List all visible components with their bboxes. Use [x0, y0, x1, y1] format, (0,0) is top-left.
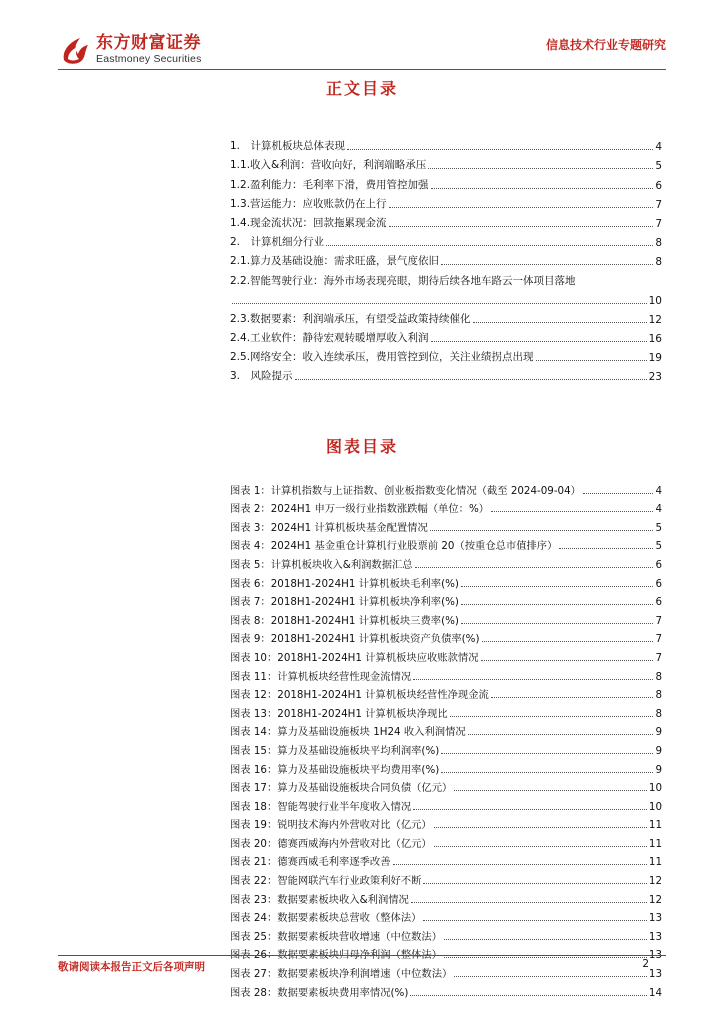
logo-chinese-name: 东方财富证券: [96, 32, 201, 53]
figure-item[interactable]: [230, 757, 662, 776]
dot-leader: [430, 530, 654, 531]
dot-leader: [450, 716, 654, 717]
figure-item-page: 5: [655, 521, 662, 534]
figure-item-page: 11: [648, 856, 662, 869]
toc-item-label: 2.5.网络安全：收入连续承压，费用管控到位，关注业绩拐点出现: [230, 351, 534, 364]
dot-leader: [232, 303, 647, 304]
figure-item-page: 11: [648, 819, 662, 832]
figure-item-page: 4: [655, 484, 662, 497]
footer-divider: [58, 955, 666, 956]
figure-item-page: 9: [655, 726, 662, 739]
figure-item-label: 图表 15：算力及基础设施板块平均利润率(%): [230, 744, 440, 757]
figure-item[interactable]: [230, 608, 662, 627]
figure-item-page: 11: [648, 837, 662, 850]
toc-item-continuation: [230, 288, 662, 307]
figure-item-page: 8: [655, 707, 662, 720]
dot-leader: [423, 883, 646, 884]
header-divider: [58, 69, 666, 70]
figure-item-label: 图表 16：算力及基础设施板块平均费用率(%): [230, 763, 440, 776]
figure-item-label: 图表 20：德赛西威海内外营收对比（亿元）: [230, 837, 432, 850]
toc-item[interactable]: [230, 345, 662, 364]
figure-item-label: 图表 1：计算机指数与上证指数、创业板指数变化情况（截至 2024-09-04）: [230, 484, 581, 497]
toc-item[interactable]: [230, 211, 662, 230]
dot-leader: [454, 790, 647, 791]
figure-item[interactable]: [230, 683, 662, 702]
toc-item-page: 10: [648, 294, 662, 307]
dot-leader: [410, 995, 647, 996]
table-of-contents: [230, 134, 662, 383]
dot-leader: [481, 660, 654, 661]
figure-item-page: 7: [655, 633, 662, 646]
figure-item-page: 13: [648, 968, 662, 981]
figure-item-label: 图表 7：2018H1-2024H1 计算机板块净利率(%): [230, 596, 459, 609]
toc-item[interactable]: [230, 268, 662, 287]
toc-item-label: 1.4.现金流状况：回款拖累现金流: [230, 216, 387, 229]
toc-item-page: 23: [648, 371, 662, 384]
figure-item-page: 6: [655, 577, 662, 590]
dot-leader: [393, 864, 647, 865]
figure-item-label: 图表 3：2024H1 计算机板块基金配置情况: [230, 521, 428, 534]
toc-item-label: 1. 计算机板块总体表现: [230, 140, 346, 153]
figure-item-label: 图表 11：计算机板块经营性现金流情况: [230, 670, 412, 683]
figure-item-page: 9: [655, 744, 662, 757]
dot-leader: [326, 245, 653, 246]
dot-leader: [389, 226, 654, 227]
figure-item[interactable]: [230, 943, 662, 962]
figure-item-label: 图表 23：数据要素板块收入&利润情况: [230, 893, 409, 906]
figure-item-page: 6: [655, 558, 662, 571]
toc-item-page: 12: [648, 313, 662, 326]
dot-leader: [461, 604, 654, 605]
dot-leader: [441, 753, 653, 754]
figure-item[interactable]: [230, 961, 662, 980]
figure-item-page: 8: [655, 670, 662, 683]
figure-item-label: 图表 25：数据要素板块营收增速（中位数法）: [230, 930, 443, 943]
figure-item-page: 14: [648, 986, 662, 999]
company-logo: [58, 32, 202, 66]
figure-item[interactable]: [230, 831, 662, 850]
figure-item[interactable]: [230, 980, 662, 999]
figure-item-label: 图表 6：2018H1-2024H1 计算机板块毛利率(%): [230, 577, 459, 590]
figure-item-label: 图表 19：锐明技术海内外营收对比（亿元）: [230, 819, 432, 832]
toc-item-page: 7: [655, 217, 662, 230]
figure-item-page: 12: [648, 875, 662, 888]
toc-item-page: 19: [648, 352, 662, 365]
toc-item-label: 1.3.营运能力：应收账款仍在上行: [230, 197, 387, 210]
toc-item-label: 1.2.盈利能力：毛利率下滑，费用管控加强: [230, 178, 429, 191]
figure-item-page: 10: [648, 782, 662, 795]
logo-english-name: Eastmoney Securities: [96, 52, 202, 65]
disclaimer-note: 敬请阅读本报告正文后各项声明: [58, 961, 205, 973]
toc-item-label: 1.1.收入&利润：营收向好，利润端略承压: [230, 159, 427, 172]
dot-leader: [482, 641, 654, 642]
figure-list: [230, 478, 662, 999]
figure-item[interactable]: [230, 590, 662, 609]
dot-leader: [461, 586, 654, 587]
dot-leader: [468, 734, 654, 735]
figure-item[interactable]: [230, 515, 662, 534]
dot-leader: [428, 168, 653, 169]
figure-item[interactable]: [230, 868, 662, 887]
dot-leader: [411, 902, 647, 903]
figure-item[interactable]: [230, 478, 662, 497]
toc-item[interactable]: [230, 230, 662, 249]
figure-item[interactable]: [230, 813, 662, 832]
dot-leader: [461, 623, 654, 624]
figure-item[interactable]: [230, 645, 662, 664]
toc-item-page: 16: [648, 333, 662, 346]
dot-leader: [444, 957, 647, 958]
toc-item-page: 5: [655, 160, 662, 173]
figure-item-label: 图表 14：算力及基础设施板块 1H24 收入利润情况: [230, 726, 466, 739]
toc-item-label: 3. 风险提示: [230, 370, 293, 383]
report-type-label: 信息技术行业专题研究: [545, 38, 666, 52]
dot-leader: [415, 567, 654, 568]
toc-item[interactable]: [230, 307, 662, 326]
toc-item-page: 8: [655, 256, 662, 269]
figure-list-title: 图表目录: [325, 437, 398, 456]
figure-item-page: 7: [655, 614, 662, 627]
dot-leader: [434, 827, 647, 828]
figure-item-page: 10: [648, 800, 662, 813]
figure-item-label: 图表 26：数据要素板块归母净利润（整体法）: [230, 949, 443, 962]
figure-item-label: 图表 28：数据要素板块费用率情况(%): [230, 986, 409, 999]
page-header: [0, 0, 724, 76]
figure-item-label: 图表 4：2024H1 基金重仓计算机行业股票前 20（按重仓总市值排序）: [230, 540, 558, 553]
figure-item-label: 图表 21：德赛西威毛利率逐季改善: [230, 856, 391, 869]
figure-item[interactable]: [230, 552, 662, 571]
figure-item-label: 图表 2：2024H1 申万一级行业指数涨跌幅（单位：%）: [230, 503, 490, 516]
dot-leader: [441, 772, 653, 773]
toc-item[interactable]: [230, 249, 662, 268]
dot-leader: [431, 188, 654, 189]
figure-item-page: 13: [648, 949, 662, 962]
figure-item-page: 13: [648, 930, 662, 943]
figure-item[interactable]: [230, 627, 662, 646]
figure-item-label: 图表 17：算力及基础设施板块合同负债（亿元）: [230, 782, 453, 795]
figure-item-page: 13: [648, 912, 662, 925]
toc-item-page: 4: [655, 141, 662, 154]
figure-item[interactable]: [230, 571, 662, 590]
toc-item[interactable]: [230, 192, 662, 211]
logo-flame-icon: [58, 32, 92, 66]
dot-leader: [491, 511, 653, 512]
figure-item-label: 图表 27：数据要素板块净利润增速（中位数法）: [230, 968, 453, 981]
toc-item-page: 7: [655, 198, 662, 211]
figure-item[interactable]: [230, 664, 662, 683]
dot-leader: [491, 697, 654, 698]
figure-item[interactable]: [230, 794, 662, 813]
figure-item-page: 7: [655, 651, 662, 664]
dot-leader: [295, 379, 647, 380]
dot-leader: [583, 493, 653, 494]
dot-leader: [413, 679, 653, 680]
figure-item-page: 6: [655, 596, 662, 609]
figure-item[interactable]: [230, 776, 662, 795]
figure-item[interactable]: [230, 720, 662, 739]
dot-leader: [413, 809, 647, 810]
figure-item-label: 图表 5：计算机板块收入&利润数据汇总: [230, 558, 413, 571]
toc-item-label: 2.2.智能驾驶行业：海外市场表现亮眼，期待后续各地车路云一体项目落地: [230, 274, 576, 287]
toc-item[interactable]: [230, 153, 662, 172]
figure-item-page: 4: [655, 503, 662, 516]
toc-item-label: 2.3.数据要素：利润端承压，有望受益政策持续催化: [230, 312, 471, 325]
dot-leader: [441, 264, 653, 265]
dot-leader: [423, 920, 646, 921]
figure-item-label: 图表 10：2018H1-2024H1 计算机板块应收账款情况: [230, 651, 479, 664]
figure-item[interactable]: [230, 497, 662, 516]
figure-item-label: 图表 24：数据要素板块总营收（整体法）: [230, 912, 422, 925]
figure-item[interactable]: [230, 850, 662, 869]
figure-item[interactable]: [230, 887, 662, 906]
figure-item[interactable]: [230, 701, 662, 720]
figure-item-label: 图表 22：智能网联汽车行业政策利好不断: [230, 875, 422, 888]
figure-item-page: 12: [648, 893, 662, 906]
dot-leader: [389, 207, 654, 208]
figure-item[interactable]: [230, 534, 662, 553]
figure-item-page: 8: [655, 689, 662, 702]
toc-title: 正文目录: [325, 79, 398, 98]
figure-item-page: 9: [655, 763, 662, 776]
figure-item[interactable]: [230, 906, 662, 925]
figure-item-label: 图表 12：2018H1-2024H1 计算机板块经营性净现金流: [230, 689, 489, 702]
toc-item[interactable]: [230, 326, 662, 345]
dot-leader: [444, 939, 647, 940]
toc-item-page: 6: [655, 179, 662, 192]
figure-item-label: 图表 13：2018H1-2024H1 计算机板块净现比: [230, 707, 448, 720]
dot-leader: [536, 360, 647, 361]
dot-leader: [431, 341, 647, 342]
toc-item-label: 2. 计算机细分行业: [230, 236, 325, 249]
figure-item-label: 图表 9：2018H1-2024H1 计算机板块资产负债率(%): [230, 633, 480, 646]
dot-leader: [473, 322, 647, 323]
toc-item[interactable]: [230, 364, 662, 383]
dot-leader: [434, 846, 647, 847]
figure-item[interactable]: [230, 924, 662, 943]
dot-leader: [559, 548, 653, 549]
toc-item[interactable]: [230, 172, 662, 191]
dot-leader: [347, 149, 653, 150]
figure-item-label: 图表 8：2018H1-2024H1 计算机板块三费率(%): [230, 614, 459, 627]
toc-item-label: 2.1.算力及基础设施：需求旺盛，景气度依旧: [230, 255, 440, 268]
toc-item[interactable]: [230, 134, 662, 153]
figure-item-page: 5: [655, 540, 662, 553]
figure-item-label: 图表 18：智能驾驶行业半年度收入情况: [230, 800, 412, 813]
dot-leader: [454, 976, 647, 977]
toc-item-page: 8: [655, 237, 662, 250]
page-number: 2: [642, 958, 649, 970]
toc-item-label: 2.4.工业软件：静待宏观转暖增厚收入利润: [230, 332, 429, 345]
figure-item[interactable]: [230, 738, 662, 757]
